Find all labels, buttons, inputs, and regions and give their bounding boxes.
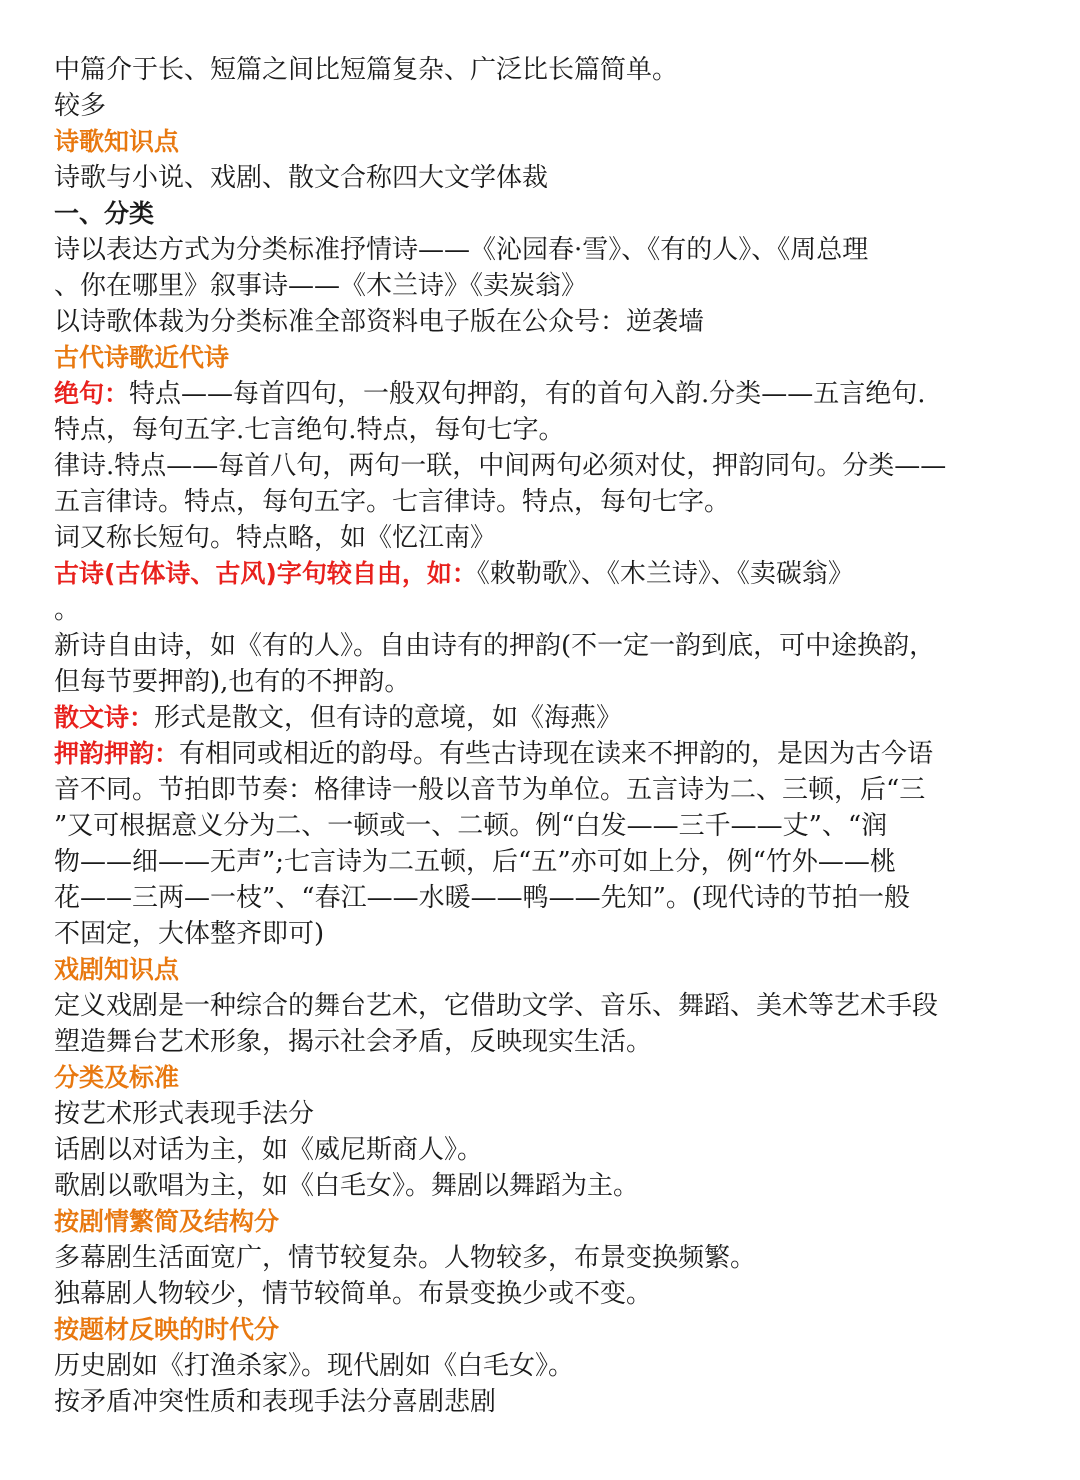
line-text: 形式是散文，但有诗的意境，如《海燕》 bbox=[154, 703, 623, 733]
term-label: 绝句： bbox=[54, 379, 130, 408]
section-heading-classification-standard bbox=[54, 1060, 1040, 1096]
body-line-gushi bbox=[54, 556, 1040, 592]
line-text: 塑造舞台艺术形象，揭示社会矛盾，反映现实生活。 bbox=[54, 1027, 653, 1057]
line-text: 特点——每首四句，一般双句押韵，有的首句入韵.分类——五言绝句. bbox=[129, 379, 926, 409]
body-line bbox=[54, 1024, 1040, 1060]
body-line bbox=[54, 160, 1040, 196]
line-text: 。 bbox=[54, 595, 81, 625]
body-line bbox=[54, 1240, 1040, 1276]
line-text: 花——三两—一枝”、“春江——水暖——鸭——先知”。(现代诗的节拍一般 bbox=[54, 883, 911, 913]
heading-text: 戏剧知识点 bbox=[54, 955, 180, 984]
body-line bbox=[54, 268, 1040, 304]
line-text: 新诗自由诗，如《有的人》。自由诗有的押韵(不一定一韵到底，可中途换韵， bbox=[54, 631, 936, 661]
body-line bbox=[54, 448, 1040, 484]
body-line bbox=[54, 808, 1040, 844]
line-text: 五言律诗。特点，每句五字。七言律诗。特点，每句七字。 bbox=[54, 487, 731, 517]
line-text: 中篇介于长、短篇之间比短篇复杂、广泛比长篇简单。 bbox=[54, 55, 679, 85]
body-line bbox=[54, 1168, 1040, 1204]
line-text: 按艺术形式表现手法分 bbox=[54, 1099, 315, 1129]
body-line bbox=[54, 628, 1040, 664]
body-line bbox=[54, 916, 1040, 952]
section-heading-ancient-poetry bbox=[54, 340, 1040, 376]
section-heading-era bbox=[54, 1312, 1040, 1348]
body-line bbox=[54, 988, 1040, 1024]
line-text: ”又可根据意义分为二、一顿或一、二顿。例“白发——三千——丈”、“润 bbox=[54, 811, 888, 841]
body-line bbox=[54, 232, 1040, 268]
body-line bbox=[54, 880, 1040, 916]
body-line bbox=[54, 1096, 1040, 1132]
section-heading-plot-structure bbox=[54, 1204, 1040, 1240]
term-label: 古诗(古体诗、古风)字句较自由，如： bbox=[54, 559, 477, 588]
line-text: 独幕剧人物较少，情节较简单。布景变换少或不变。 bbox=[54, 1279, 653, 1309]
heading-text: 一、分类 bbox=[54, 199, 155, 228]
body-line bbox=[54, 88, 1040, 124]
line-text: 特点，每句五字.七言绝句.特点，每句七字。 bbox=[54, 415, 565, 445]
body-line bbox=[54, 1348, 1040, 1384]
line-text: 物——细——无声”;七言诗为二五顿，后“五”亦可如上分，例“竹外——桃 bbox=[54, 847, 896, 877]
line-text: 音不同。节拍即节奏：格律诗一般以音节为单位。五言诗为二、三顿，后“三 bbox=[54, 775, 926, 805]
line-text: 不固定，大体整齐即可) bbox=[54, 919, 325, 949]
line-text: 律诗.特点——每首八句，两句一联，中间两句必须对仗，押韵同句。分类—— bbox=[54, 451, 947, 481]
line-text: 多幕剧生活面宽广，情节较复杂。人物较多，布景变换频繁。 bbox=[54, 1243, 757, 1273]
body-line bbox=[54, 304, 1040, 340]
line-text: 诗以表达方式为分类标准抒情诗——《沁园春·雪》、《有的人》、《周总理 bbox=[54, 235, 869, 265]
line-text: 词又称长短句。特点略，如《忆江南》 bbox=[54, 523, 497, 553]
body-line-prose-poem bbox=[54, 700, 1040, 736]
line-text: 但每节要押韵),也有的不押韵。 bbox=[54, 667, 411, 697]
line-text: 《敕勒歌》、《木兰诗》、《卖碳翁》 bbox=[476, 559, 854, 589]
body-line bbox=[54, 52, 1040, 88]
heading-text: 按题材反映的时代分 bbox=[54, 1315, 280, 1344]
heading-text: 诗歌知识点 bbox=[54, 127, 180, 156]
section-heading-drama bbox=[54, 952, 1040, 988]
heading-text: 分类及标准 bbox=[54, 1063, 180, 1092]
line-text: 按矛盾冲突性质和表现手法分喜剧悲剧 bbox=[54, 1387, 497, 1417]
body-line-rhyme bbox=[54, 736, 1040, 772]
line-text: 话剧以对话为主，如《威尼斯商人》。 bbox=[54, 1135, 484, 1165]
term-label: 押韵押韵： bbox=[54, 739, 180, 768]
line-text: 诗歌与小说、戏剧、散文合称四大文学体裁 bbox=[54, 163, 549, 193]
body-line-jueju bbox=[54, 376, 1040, 412]
heading-text: 古代诗歌近代诗 bbox=[54, 343, 230, 372]
line-text: 有相同或相近的韵母。有些古诗现在读来不押韵的，是因为古今语 bbox=[179, 739, 934, 769]
body-line bbox=[54, 1384, 1040, 1420]
line-text: 较多 bbox=[54, 91, 107, 121]
line-text: 歌剧以歌唱为主，如《白毛女》。舞剧以舞蹈为主。 bbox=[54, 1171, 640, 1201]
line-text: 、你在哪里》叙事诗——《木兰诗》《卖炭翁》 bbox=[54, 271, 588, 301]
body-line bbox=[54, 592, 1040, 628]
body-line bbox=[54, 1132, 1040, 1168]
line-text: 历史剧如《打渔杀家》。现代剧如《白毛女》。 bbox=[54, 1351, 575, 1381]
line-text: 定义戏剧是一种综合的舞台艺术，它借助文学、音乐、舞蹈、美术等艺术手段 bbox=[54, 991, 939, 1021]
term-label: 散文诗： bbox=[54, 703, 155, 732]
body-line bbox=[54, 520, 1040, 556]
body-line bbox=[54, 484, 1040, 520]
heading-text: 按剧情繁简及结构分 bbox=[54, 1207, 280, 1236]
subsection-heading-classification bbox=[54, 196, 1040, 232]
body-line bbox=[54, 664, 1040, 700]
line-text: 以诗歌体裁为分类标准全部资料电子版在公众号：逆袭墙 bbox=[54, 307, 705, 337]
body-line bbox=[54, 412, 1040, 448]
body-line bbox=[54, 772, 1040, 808]
body-line bbox=[54, 844, 1040, 880]
section-heading-poetry bbox=[54, 124, 1040, 160]
body-line bbox=[54, 1276, 1040, 1312]
